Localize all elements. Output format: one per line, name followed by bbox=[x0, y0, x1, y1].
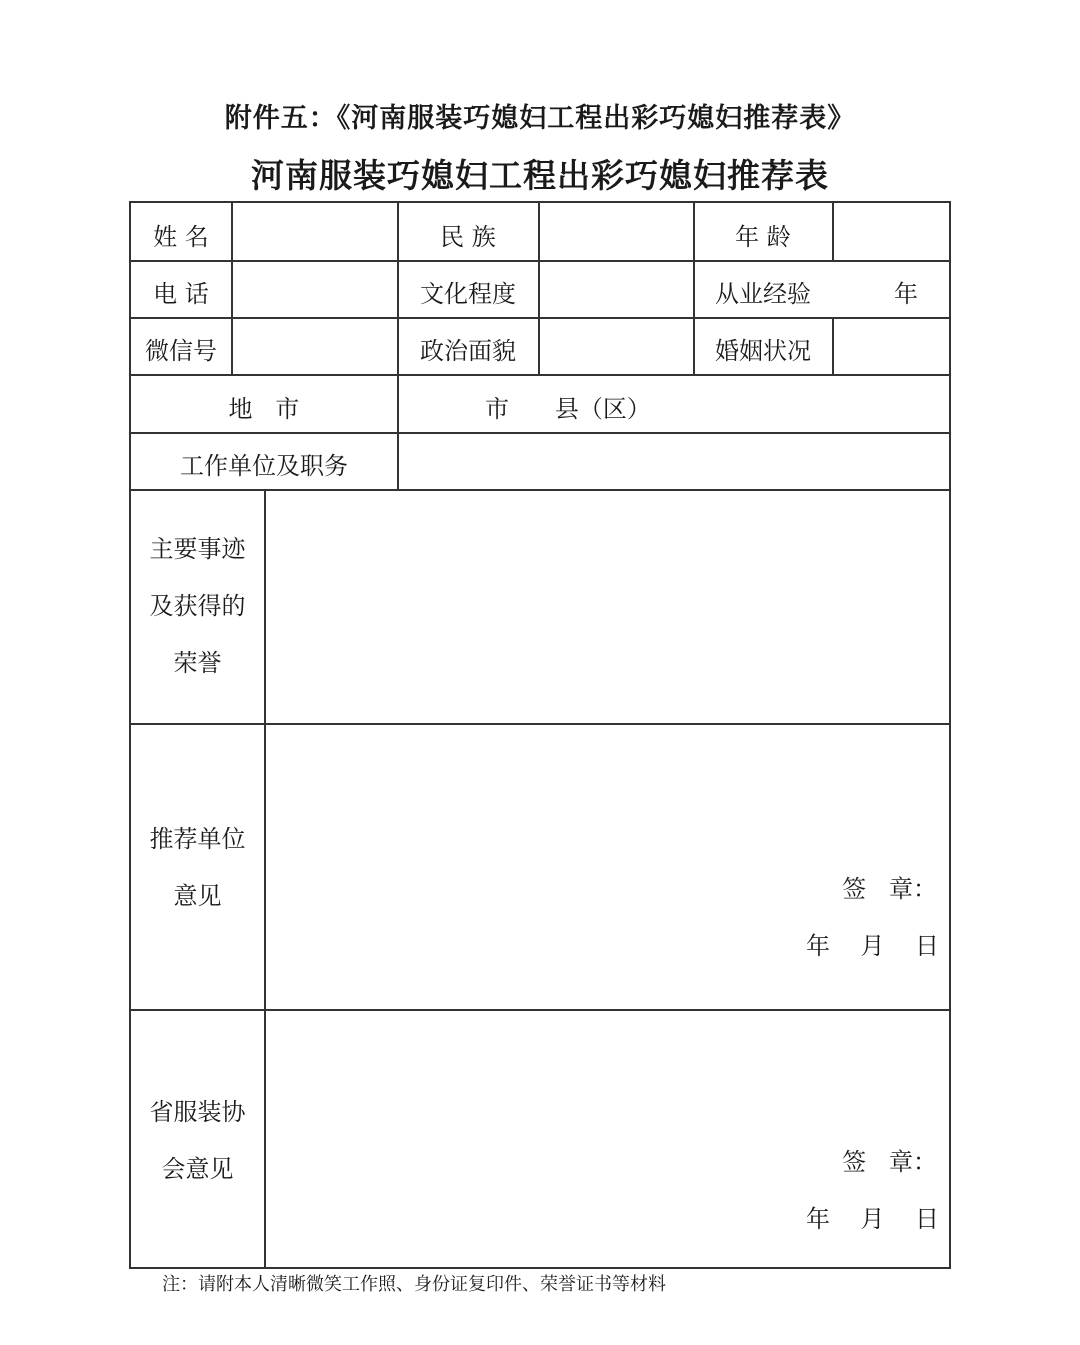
marital-status-field[interactable] bbox=[833, 331, 949, 361]
education-field[interactable] bbox=[539, 274, 693, 304]
achievements-label bbox=[131, 521, 264, 692]
experience-label: 从业经验 bbox=[715, 280, 811, 308]
row-divider bbox=[131, 260, 949, 262]
wechat-field[interactable] bbox=[232, 331, 397, 361]
age-field[interactable] bbox=[833, 217, 949, 247]
form-title: 河南服装巧媳妇工程出彩巧媳妇推荐表 bbox=[251, 156, 829, 195]
age-label: 年 龄 bbox=[735, 223, 791, 251]
recommender-opinion-label-line: 推荐单位 bbox=[149, 825, 246, 853]
workplace-field[interactable] bbox=[398, 446, 949, 476]
achievements-label-line: 荣誉 bbox=[173, 649, 222, 677]
achievements-label-line: 及获得的 bbox=[149, 592, 246, 620]
wechat-label: 微信号 bbox=[145, 337, 217, 365]
name-label: 姓 名 bbox=[153, 223, 209, 251]
association-date-label: 年 月 日 bbox=[805, 1205, 939, 1233]
political-status-label: 政治面貌 bbox=[420, 337, 516, 365]
association-signature-label: 签 章： bbox=[842, 1148, 937, 1176]
recommender-opinion-label-line: 意见 bbox=[173, 882, 222, 910]
name-field[interactable] bbox=[232, 217, 397, 247]
achievements-field[interactable] bbox=[266, 491, 949, 723]
phone-field[interactable] bbox=[232, 274, 397, 304]
county-field[interactable]: 市 县（区） bbox=[485, 395, 651, 423]
city-label: 地 市 bbox=[228, 395, 300, 423]
ethnicity-label: 民 族 bbox=[440, 223, 496, 251]
row-divider bbox=[131, 374, 949, 376]
ethnicity-field[interactable] bbox=[539, 217, 693, 247]
row-divider bbox=[131, 432, 949, 434]
recommender-opinion-label bbox=[131, 811, 264, 925]
achievements-label-line: 主要事迹 bbox=[149, 535, 246, 563]
association-opinion-label bbox=[131, 1084, 264, 1198]
row-divider bbox=[131, 317, 949, 319]
association-opinion-label-line: 会意见 bbox=[161, 1155, 234, 1183]
recommender-signature-label: 签 章： bbox=[842, 875, 937, 903]
recommendation-form-table bbox=[129, 201, 951, 1269]
marital-status-label: 婚姻状况 bbox=[715, 337, 811, 365]
recommender-opinion-field[interactable] bbox=[266, 725, 949, 1009]
association-opinion-label-line: 省服装协 bbox=[149, 1098, 246, 1126]
workplace-label: 工作单位及职务 bbox=[180, 452, 348, 480]
experience-years-unit[interactable]: 年 bbox=[894, 280, 918, 308]
phone-label: 电 话 bbox=[153, 280, 209, 308]
footnote: 注：请附本人清晰微笑工作照、身份证复印件、荣誉证书等材料 bbox=[162, 1274, 666, 1295]
political-status-field[interactable] bbox=[539, 331, 693, 361]
attachment-title: 附件五：《河南服装巧媳妇工程出彩巧媳妇推荐表》 bbox=[224, 103, 856, 134]
recommender-date-label: 年 月 日 bbox=[805, 932, 939, 960]
education-label: 文化程度 bbox=[420, 280, 516, 308]
